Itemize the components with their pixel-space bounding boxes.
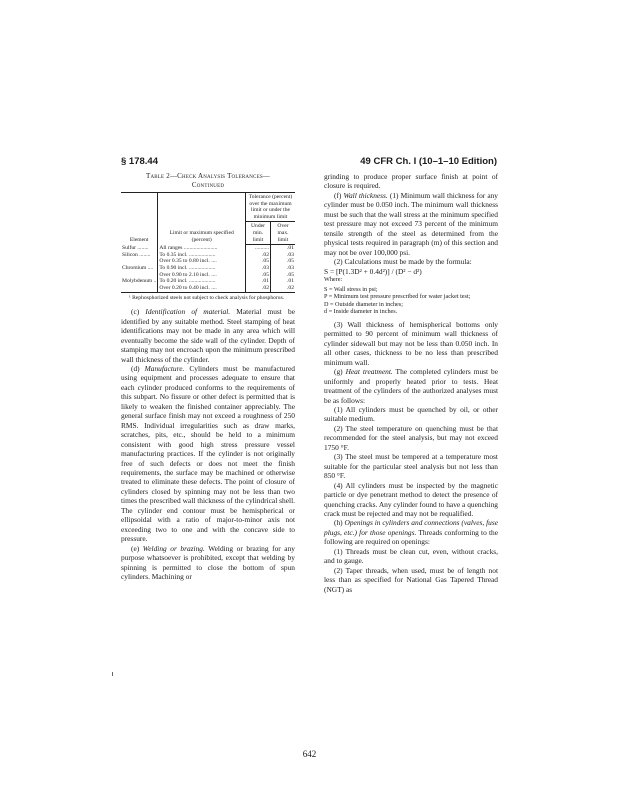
- cell-under: .01: [246, 278, 271, 285]
- margin-mark: [112, 672, 113, 676]
- para-h: (h) Openings in cylinders and connections (valves, fuse plugs, etc.) for those openings. Threads conforming to the following are required on openings:: [324, 518, 498, 547]
- col-element: Element: [121, 193, 158, 245]
- cell-element: [121, 272, 158, 279]
- para-g2: (2) The steel temperature on quenching must be that recommended for the steel analysis, but may not exceed 1750 °F.: [324, 423, 498, 452]
- col-tolerance: Tolerance (percent) over the maximum limit or under the minimum limit: [246, 193, 296, 222]
- cell-over: .05: [271, 272, 296, 279]
- cell-under: .05: [246, 272, 271, 279]
- para-e: (e) Welding or brazing. Welding or brazing for any purpose whatsoever is prohibited, except that welding by spinning is permitted to close the bottom of spun cylinders. Machining or: [121, 543, 295, 581]
- where-item: D = Outside diameter in inches;: [324, 300, 403, 308]
- cell-element: [121, 258, 158, 265]
- formula-where: Where: S = Wall stress in psi; P = Minimum test pressure prescribed for water jacket test; D = Outside diameter in inches; d = Inside diameter in inches.: [324, 276, 498, 316]
- para-f1: (f) Wall thickness. (1) Minimum wall thickness for any cylinder must be 0.050 inch. The minimum wall thickness must be such that the wall stress at the minimum specified test pressure may not exceed 73 percent of the minimum tensile strength of the steel as determined from the physical tests required in paragraph (m) of this section and may not be over 100,000 psi.: [324, 190, 498, 257]
- cell-element: Molybdenum ..: [122, 278, 157, 285]
- section-number: § 178.44: [121, 156, 158, 167]
- table-row: [121, 272, 295, 279]
- cell-under: .03: [246, 265, 271, 272]
- table-footnote: ¹ Rephosphorized steels not subject to check analysis for phosphorus.: [129, 295, 285, 302]
- cell-limit: To 0.20 incl. ...................: [158, 278, 246, 285]
- cell-limit: To 0.35 incl. ...................: [158, 252, 246, 259]
- cell-element: Sulfur ........: [122, 244, 149, 251]
- where-item: d = Inside diameter in inches.: [324, 308, 398, 316]
- cell-over: .03: [271, 252, 296, 259]
- col-under: Under min. limit: [246, 222, 271, 245]
- cell-limit: To 0.90 incl. ...................: [158, 265, 246, 272]
- para-d: (d) Manufacture. Cylinders must be manufactured using equipment and processes adequate to ensure that each cylinder produced conforms to the requirements of this subpart. No fissure or other defect is permitted that is likely to weaken the finished container appreciably. The general surface finish may not exceed a roughness of 250 RMS. Individual irregularities such as draw marks, scratches, pits, etc., should be held to a minimum consistent with good high stress pressure vessel manufacturing practices. If the cylinder is not originally free of such defects or does not meet the finish requirements, the surface may be machined or otherwise treated to eliminate these defects. The point of closure of cylinders closed by spinning may not be less than two times the prescribed wall thickness of the cylindrical shell. The cylinder end contour must be hemispherical or ellipsoidal with a ratio of major-to-minor axis not exceeding two to one and with the concave side to pressure.: [121, 364, 296, 544]
- col-over: Over max. limit: [271, 222, 296, 245]
- cell-over: .01: [271, 278, 296, 285]
- left-column: [121, 172, 295, 581]
- table-title: Table 2—Check Analysis Tolerances— Continued: [145, 172, 271, 189]
- para-g4: (4) All cylinders must be inspected by the magnetic particle or dye penetrant method to detect the presence of quenching cracks. Any cylinder found to have a quenching crack must be rejected and may not be requalified.: [324, 480, 498, 519]
- where-item: P = Minimum test pressure prescribed for water jacket test;: [324, 293, 471, 301]
- cell-under: .02: [246, 252, 271, 259]
- para-h2: (2) Taper threads, when used, must be of length not less than as specified for National Gas Tapered Thread (NGT) as: [324, 565, 498, 594]
- cell-under: .02: [246, 285, 271, 293]
- cell-under: ..........: [246, 245, 271, 252]
- para-g1: (1) All cylinders must be quenched by oil, or other suitable medium.: [324, 405, 498, 424]
- table-row: [121, 265, 295, 272]
- cell-limit: Over 0.20 to 0.40 incl. ....: [158, 285, 246, 293]
- para-f2: (2) Calculations must be made by the formula:: [334, 257, 472, 267]
- where-item: S = Wall stress in psi;: [324, 285, 378, 293]
- stress-formula: S = [P(1.3D² + 0.4d²)] / (D² − d²): [324, 266, 422, 276]
- para-g3: (3) The steel must be tempered at a temperature most suitable for the particular steel analysis but not less than 850 °F.: [324, 452, 498, 481]
- cell-limit: Over 0.35 to 0.80 incl. ....: [158, 258, 246, 265]
- cell-limit: All ranges ........................: [158, 245, 246, 252]
- table-row: [121, 245, 295, 252]
- cell-limit: Over 0.90 to 2.10 incl. ....: [158, 272, 246, 279]
- para-h1: (1) Threads must be clean cut, even, without cracks, and to gauge.: [324, 546, 498, 566]
- table-row: [121, 258, 295, 265]
- para-f3: (3) Wall thickness of hemispherical bottoms only permitted to 90 percent of minimum wall thickness of cylinder sidewall but may not be less than 0.050 inch. In all other cases, thickness to be no less than prescribed minimum wall.: [324, 319, 498, 367]
- table-row: [121, 285, 295, 293]
- cell-under: .05: [246, 258, 271, 265]
- cfr-citation: 49 CFR Ch. I (10–1–10 Edition): [360, 156, 497, 167]
- table-row: [121, 278, 295, 285]
- col-limit: Limit or maximum specified (percent): [158, 193, 246, 245]
- para-g: (g) Heat treatment. The completed cylinders must be uniformly and properly heated prior to tests. Heat treatment of the cylinders of the authorized analyses must be as follows:: [324, 367, 498, 405]
- left-body-text: [121, 307, 295, 581]
- para-intro: grinding to produce proper surface finish at point of closure is required.: [324, 172, 498, 191]
- para-c: (c) Identification of material. Material must be identified by any suitable method. Steel stamping of heat identifications may not be made in any area which will eventually become the side wall of the cylinder. Depth of stamping may not encroach upon the minimum prescribed wall thickness of the cylinder.: [121, 307, 295, 364]
- cell-over: .02: [271, 285, 296, 293]
- cell-over: .05: [271, 258, 296, 265]
- cell-element: [121, 285, 158, 293]
- page-number: 642: [302, 749, 317, 759]
- cell-over: .03: [271, 265, 296, 272]
- check-analysis-table: [121, 192, 295, 293]
- cell-element: Chromium ....: [122, 264, 154, 271]
- cell-over: .01: [271, 245, 296, 252]
- cell-element: Silicon ........: [122, 251, 151, 258]
- right-column: [324, 172, 498, 594]
- table-row: [121, 252, 295, 259]
